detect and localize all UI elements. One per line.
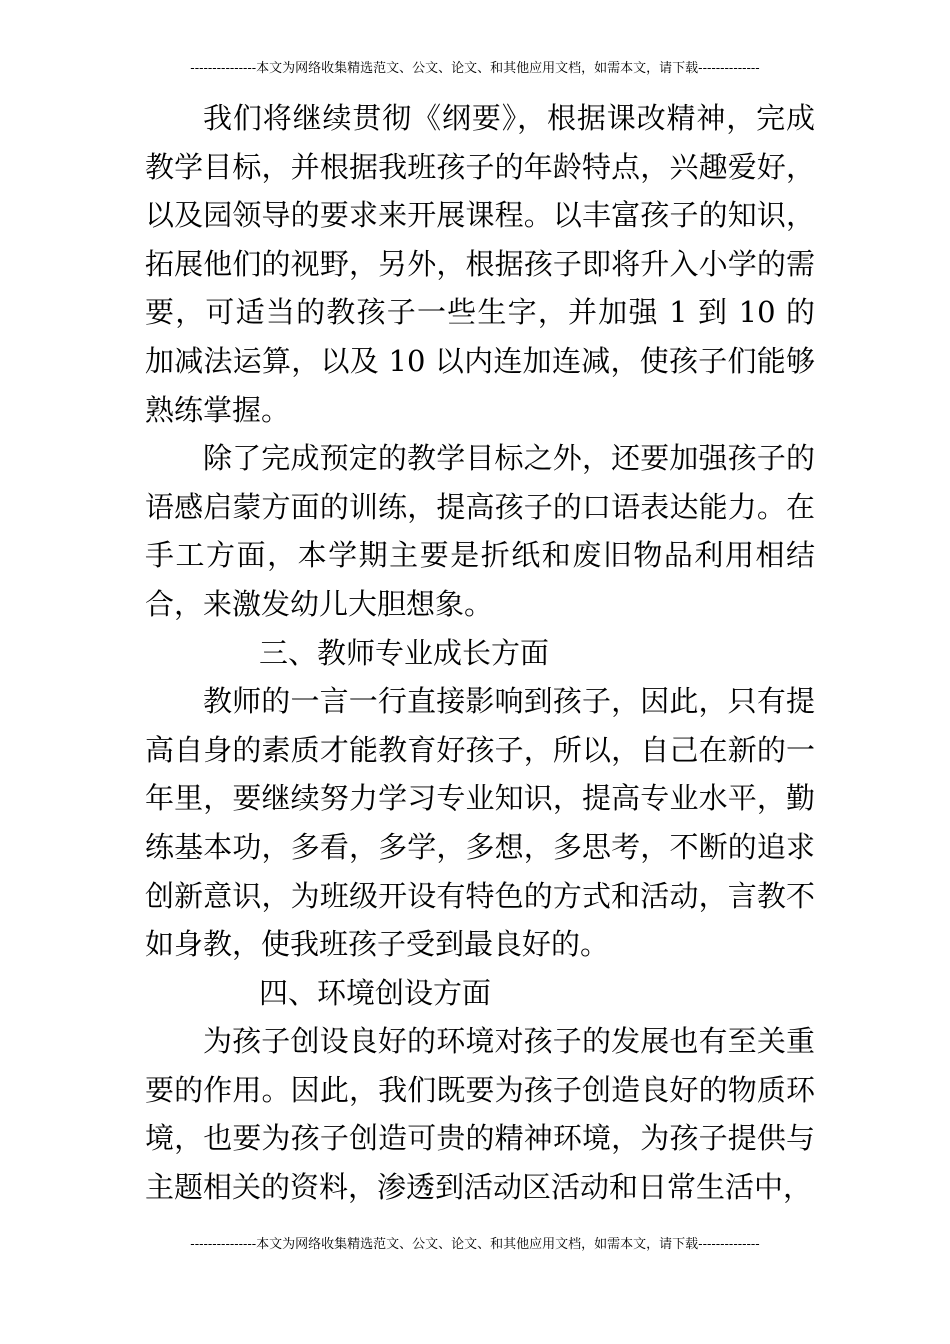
section-heading-teacher-growth: 三、教师专业成长方面 <box>259 635 550 670</box>
page-footer: ---------------本文为网络收集精选范文、公文、论文、和其他应用文档，如需本文，请下载-------------- <box>190 1237 760 1252</box>
paragraph-environment: 为孩子创设良好的环境对孩子的发展也有至关重要的作用。因此，我们既要为孩子创造良好的物质环境，也要为孩子创造可贵的精神环境，为孩子提供与主题相关的资料，渗透到活动区活动和日常生活中， <box>145 1024 815 1205</box>
paragraph-language-handcraft: 除了完成预定的教学目标之外，还要加强孩子的语感启蒙方面的训练，提高孩子的口语表达能力。在手工方面，本学期主要是折纸和废旧物品利用相结合，来激发幼儿大胆想象。 <box>145 441 815 621</box>
paragraph-teacher-growth: 教师的一言一行直接影响到孩子，因此，只有提高自身的素质才能教育好孩子，所以，自己在新的一年里，要继续努力学习专业知识，提高专业水平，勤练基本功，多看，多学，多想，多思考，不断的追求创新意识，为班级开设有特色的方式和活动，言教不如身教，使我班孩子受到最良好的。 <box>145 684 815 962</box>
document-body <box>145 94 815 1212</box>
section-heading-environment: 四、环境创设方面 <box>259 975 492 1010</box>
paragraph-curriculum-goals: 我们将继续贯彻《纲要》，根据课改精神，完成教学目标，并根据我班孩子的年龄特点，兴趣爱好，以及园领导的要求来开展课程。以丰富孩子的知识，拓展他们的视野，另外，根据孩子即将升入小学的需要，可适当的教孩子一些生字，并加强 1 到 10 的加减法运算，以及 10 以内连加连减，使孩子们能够熟练掌握。 <box>145 101 815 427</box>
page-header: ---------------本文为网络收集精选范文、公文、论文、和其他应用文档，如需本文，请下载-------------- <box>190 61 760 76</box>
